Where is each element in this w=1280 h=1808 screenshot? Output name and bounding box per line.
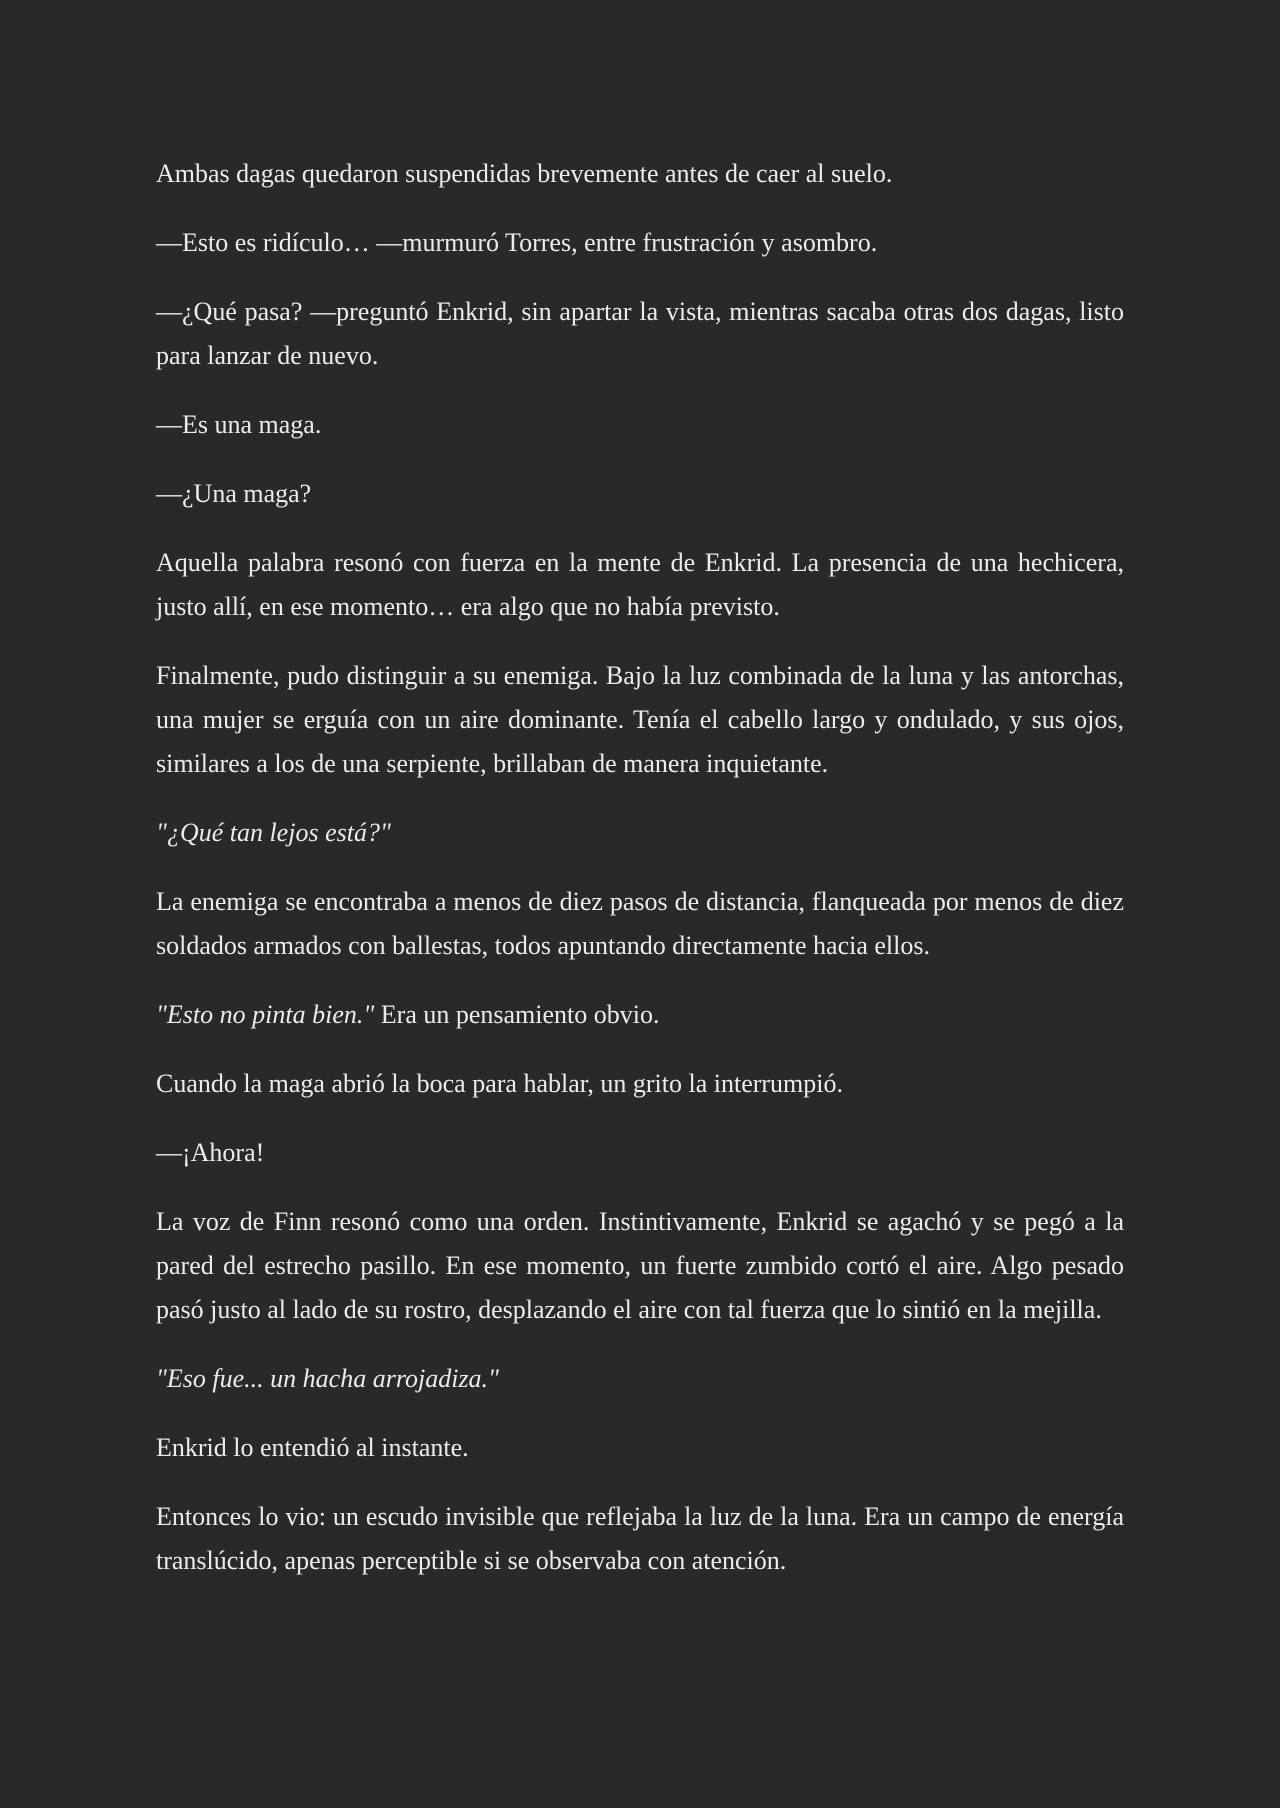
thought-paragraph: "Eso fue... un hacha arrojadiza." — [156, 1364, 499, 1393]
paragraph: Aquella palabra resonó con fuerza en la mente de Enkrid. La presencia de una hechicera, justo allí, en ese momento… era algo que no había previsto. — [156, 548, 1124, 621]
paragraph: —¿Una maga? — [156, 479, 312, 508]
paragraph-text: Era un pensamiento obvio. — [374, 1000, 660, 1029]
paragraph: —Esto es ridículo… —murmuró Torres, entre frustración y asombro. — [156, 228, 878, 257]
paragraph: —¡Ahora! — [156, 1138, 265, 1167]
paragraph-mixed — [156, 993, 1124, 1037]
paragraph: La enemiga se encontraba a menos de diez pasos de distancia, flanqueada por menos de diez soldados armados con ballestas, todos apuntando directamente hacia ellos. — [156, 887, 1124, 960]
paragraph: Ambas dagas quedaron suspendidas brevemente antes de caer al suelo. — [156, 159, 893, 188]
paragraph: Cuando la maga abrió la boca para hablar, un grito la interrumpió. — [156, 1069, 843, 1098]
thought-text: "Esto no pinta bien." — [156, 1000, 375, 1029]
paragraph: Enkrid lo entendió al instante. — [156, 1433, 469, 1462]
paragraph: —Es una maga. — [156, 410, 322, 439]
paragraph: —¿Qué pasa? —preguntó Enkrid, sin apartar la vista, mientras sacaba otras dos dagas, listo para lanzar de nuevo. — [156, 297, 1124, 370]
paragraph: Entonces lo vio: un escudo invisible que reflejaba la luz de la luna. Era un campo de energía translúcido, apenas perceptible si se observaba con atención. — [156, 1502, 1124, 1575]
thought-paragraph: "¿Qué tan lejos está?" — [156, 818, 391, 847]
paragraph: Finalmente, pudo distinguir a su enemiga. Bajo la luz combinada de la luna y las antorchas, una mujer se erguía con un aire dominante. Tenía el cabello largo y ondulado, y sus ojos, similares a los de una serpiente, brillaban de manera inquietante. — [156, 661, 1124, 778]
paragraph: La voz de Finn resonó como una orden. Instintivamente, Enkrid se agachó y se pegó a la pared del estrecho pasillo. En ese momento, un fuerte zumbido cortó el aire. Algo pesado pasó justo al lado de su rostro, desplazando el aire con tal fuerza que lo sintió en la mejilla. — [156, 1207, 1124, 1324]
